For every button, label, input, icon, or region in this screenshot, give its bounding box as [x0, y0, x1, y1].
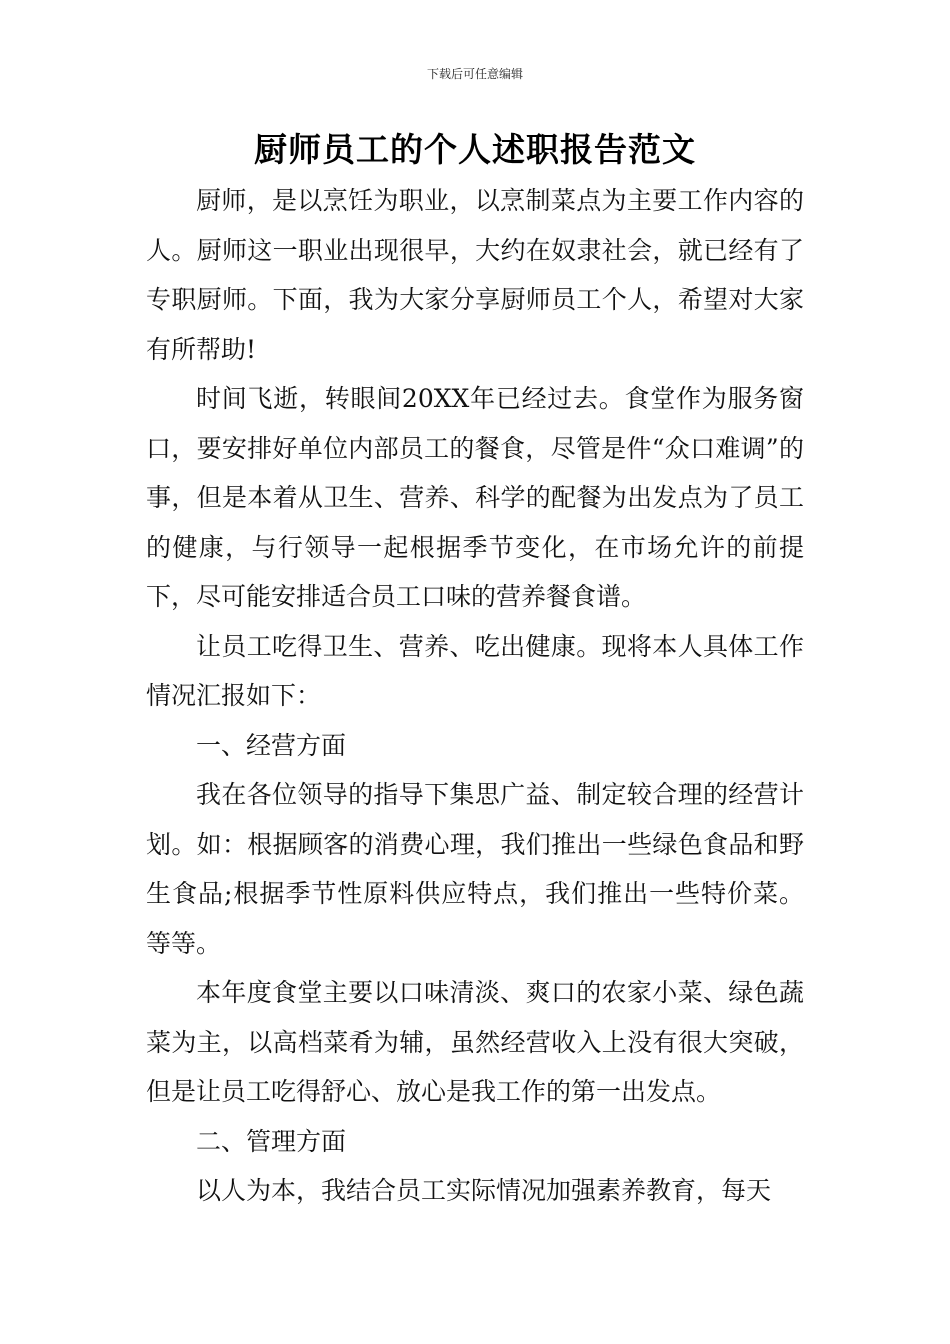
paragraph-report-lead: 让员工吃得卫生、营养、吃出健康。现将本人具体工作情况汇报如下： [146, 631, 804, 710]
paragraph-summary: 时间飞逝，转眼间20XX年已经过去。食堂作为服务窗口，要安排好单位内部员工的餐食，尽管是件“众口难调”的事，但是本着从卫生、营养、科学的配餐为出发点为了员工的健康，与行领导一起根据季节变化，在市场允许的前提下，尽可能安排适合员工口味的营养餐食谱。 [146, 384, 804, 611]
paragraph-operations-plan: 我在各位领导的指导下集思广益、制定较合理的经营计划。如：根据顾客的消费心理，我们推出一些绿色食品和野生食品;根据季节性原料供应特点，我们推出一些特价菜。等等。 [146, 780, 804, 958]
section-heading-management: 二、管理方面 [196, 1126, 347, 1156]
section-heading-operations: 一、经营方面 [196, 730, 347, 760]
paragraph-management: 以人为本，我结合员工实际情况加强素养教育，每天 [196, 1176, 772, 1205]
paragraph-operations-menu: 本年度食堂主要以口味清淡、爽口的农家小菜、绿色蔬菜为主，以高档菜肴为辅，虽然经营收入上没有很大突破，但是让员工吃得舒心、放心是我工作的第一出发点。 [146, 978, 804, 1106]
header-note: 下载后可任意编辑 [426, 67, 523, 81]
document-body [146, 176, 804, 1216]
document-title: 厨师员工的个人述职报告范文 [254, 130, 696, 169]
paragraph-intro: 厨师，是以烹饪为职业，以烹制菜点为主要工作内容的人。厨师这一职业出现很早，大约在奴隶社会，就已经有了专职厨师。下面，我为大家分享厨师员工个人，希望对大家有所帮助! [146, 186, 804, 364]
